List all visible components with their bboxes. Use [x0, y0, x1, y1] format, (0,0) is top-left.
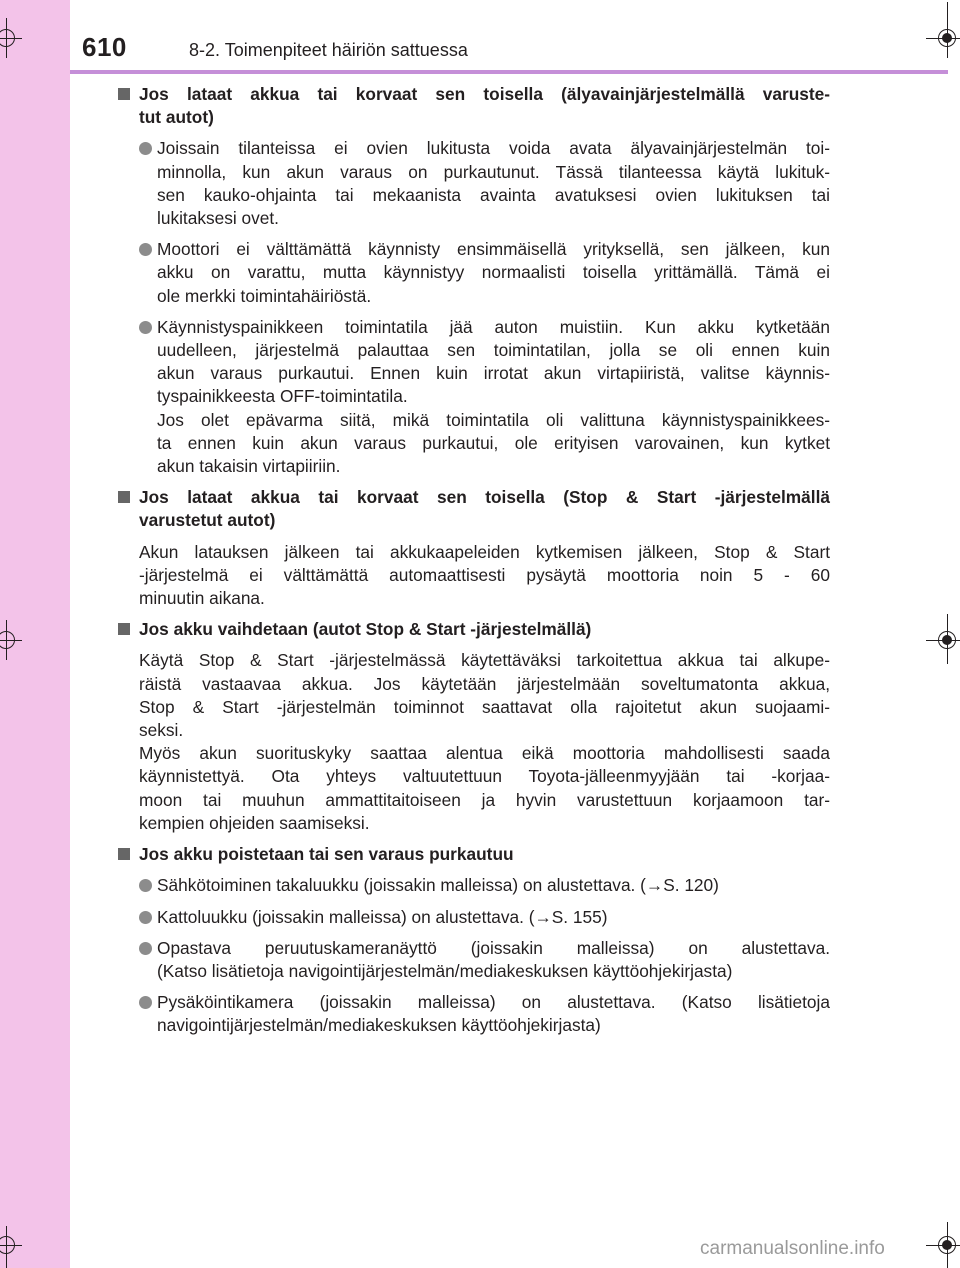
text-line: Jos olet epävarma siitä, mikä toimintatila oli valittuna käynnistyspainikkees-	[157, 409, 830, 430]
bullet-dot-icon	[139, 996, 152, 1009]
text-line: ta ennen kuin akun varaus purkautui, ole erityisen varovainen, kun kytket	[157, 432, 830, 453]
text-line: (Katso lisätietoja navigointijärjestelmän/mediakeskuksen käyttöohjekirjasta)	[157, 960, 733, 981]
text-line: Myös akun suorituskyky saattaa alentua eikä moottoria mahdollisesti saada	[139, 743, 830, 764]
list-item	[118, 937, 830, 983]
text-line: ole merkki toimintahäiriöstä.	[157, 285, 372, 306]
text-line: navigointijärjestelmän/mediakeskuksen käyttöohjekirjasta)	[157, 1015, 601, 1036]
heading-square-marker	[118, 88, 130, 100]
bullet-dot-icon	[139, 142, 152, 155]
watermark-text: carmanualsonline.info	[700, 1238, 885, 1259]
heading-square-marker	[118, 623, 130, 635]
text-line: Käytä Stop & Start -järjestelmässä käytettäväksi tarkoitettua akkua tai alkupe-	[139, 650, 830, 671]
text-line: Joissain tilanteissa ei ovien lukitusta voida avata älyavainjärjestelmän toi-	[157, 138, 830, 159]
bullet-dot-icon	[139, 243, 152, 256]
list-item	[118, 991, 830, 1037]
text-line: akku on varattu, mutta käynnistyy normaalisti toisella yrittämällä. Tämä ei	[157, 262, 830, 283]
page-number: 610	[82, 32, 127, 62]
registration-mark-mid-right	[920, 610, 960, 670]
text-line: Stop & Start -järjestelmän toiminnot saattavat olla rajoitetut akun suojaami-	[139, 696, 830, 717]
text-line: Sähkötoiminen takaluukku (joissakin malleissa) on alustettava. (→S. 120)	[157, 875, 719, 896]
text-line: tyspainikkeesta OFF-toimintatila.	[157, 386, 408, 407]
registration-mark-bottom-right	[920, 1208, 960, 1268]
text-line: räistä vastaavaa akkua. Jos käytetään järjestelmään soveltumatonta akkua,	[139, 673, 830, 694]
text-line: lukitaksesi ovet.	[157, 208, 279, 229]
text-line: minuutin aikana.	[139, 588, 265, 609]
bullet-dot-icon	[139, 942, 152, 955]
text-line: -järjestelmä ei välttämättä automaattisesti pysäytä moottoria noin 5 - 60	[139, 564, 830, 585]
running-head: 8-2. Toimenpiteet häiriön sattuessa	[189, 40, 468, 60]
text-line: tut autot)	[139, 107, 214, 128]
text-line: akun takaisin virtapiiriin.	[157, 456, 341, 477]
text-line: Opastava peruutuskameranäyttö (joissakin malleissa) on alustettava.	[157, 937, 830, 958]
text-line: uudelleen, järjestelmä palauttaa sen toimintatilan, jolla se oli ennen kuin	[157, 340, 830, 361]
bullet-dot-icon	[139, 321, 152, 334]
header-rule	[70, 70, 948, 74]
text-line: Pysäköintikamera (joissakin malleissa) on alustettava. (Katso lisätietoja	[157, 992, 830, 1013]
section-heading	[118, 843, 830, 866]
registration-mark-top-right	[920, 0, 960, 60]
registration-mark-top-left	[0, 0, 40, 60]
page-content	[118, 83, 830, 1046]
text-line: Jos akku poistetaan tai sen varaus purkautuu	[139, 844, 514, 865]
text-line: Akun latauksen jälkeen tai akkukaapeleiden kytkemisen jälkeen, Stop & Start	[139, 541, 830, 562]
list-item	[118, 238, 830, 308]
text-line: varustetut autot)	[139, 510, 276, 531]
list-item	[118, 316, 830, 478]
paragraph	[118, 649, 830, 835]
text-line: Käynnistyspainikkeen toimintatila jää auton muistiin. Kun akku kytketään	[157, 316, 830, 337]
list-item	[118, 906, 830, 929]
text-line: Jos akku vaihdetaan (autot Stop & Start -järjestelmällä)	[139, 619, 592, 640]
heading-square-marker	[118, 848, 130, 860]
section-heading	[118, 83, 830, 129]
text-line: minnolla, kun akun varaus on purkautunut. Tässä tilanteessa käytä lukituk-	[157, 161, 830, 182]
registration-mark-mid-left	[0, 610, 40, 670]
text-line: Moottori ei välttämättä käynnisty ensimmäisellä yrityksellä, sen jälkeen, kun	[157, 239, 830, 260]
registration-mark-bottom-left	[0, 1208, 40, 1268]
text-line: seksi.	[139, 720, 184, 741]
text-line: Jos lataat akkua tai korvaat sen toisella (Stop & Start -järjestelmällä	[139, 487, 830, 508]
section-heading	[118, 618, 830, 641]
text-line: Jos lataat akkua tai korvaat sen toisella (älyavainjärjestelmällä varuste-	[139, 84, 830, 104]
text-line: Kattoluukku (joissakin malleissa) on alustettava. (→S. 155)	[157, 906, 608, 927]
text-line: moon tai muuhun ammattitaitoiseen ja hyvin varustettuun korjaamoon tar-	[139, 789, 830, 810]
bullet-dot-icon	[139, 879, 152, 892]
text-line: sen kauko-ohjainta tai mekaanista avainta avatuksesi ovien lukituksen tai	[157, 184, 830, 205]
section-heading	[118, 486, 830, 532]
heading-square-marker	[118, 491, 130, 503]
text-line: kempien ohjeiden saamiseksi.	[139, 812, 370, 833]
paragraph	[118, 541, 830, 611]
text-line: akun varaus purkautui. Ennen kuin irrotat akun virtapiiristä, valitse käynnis-	[157, 363, 830, 384]
bullet-dot-icon	[139, 911, 152, 924]
list-item	[118, 137, 830, 230]
list-item	[118, 874, 830, 897]
text-line: käynnistettyä. Ota yhteys valtuutettuun Toyota-jälleenmyyjään tai -korjaa-	[139, 766, 830, 787]
